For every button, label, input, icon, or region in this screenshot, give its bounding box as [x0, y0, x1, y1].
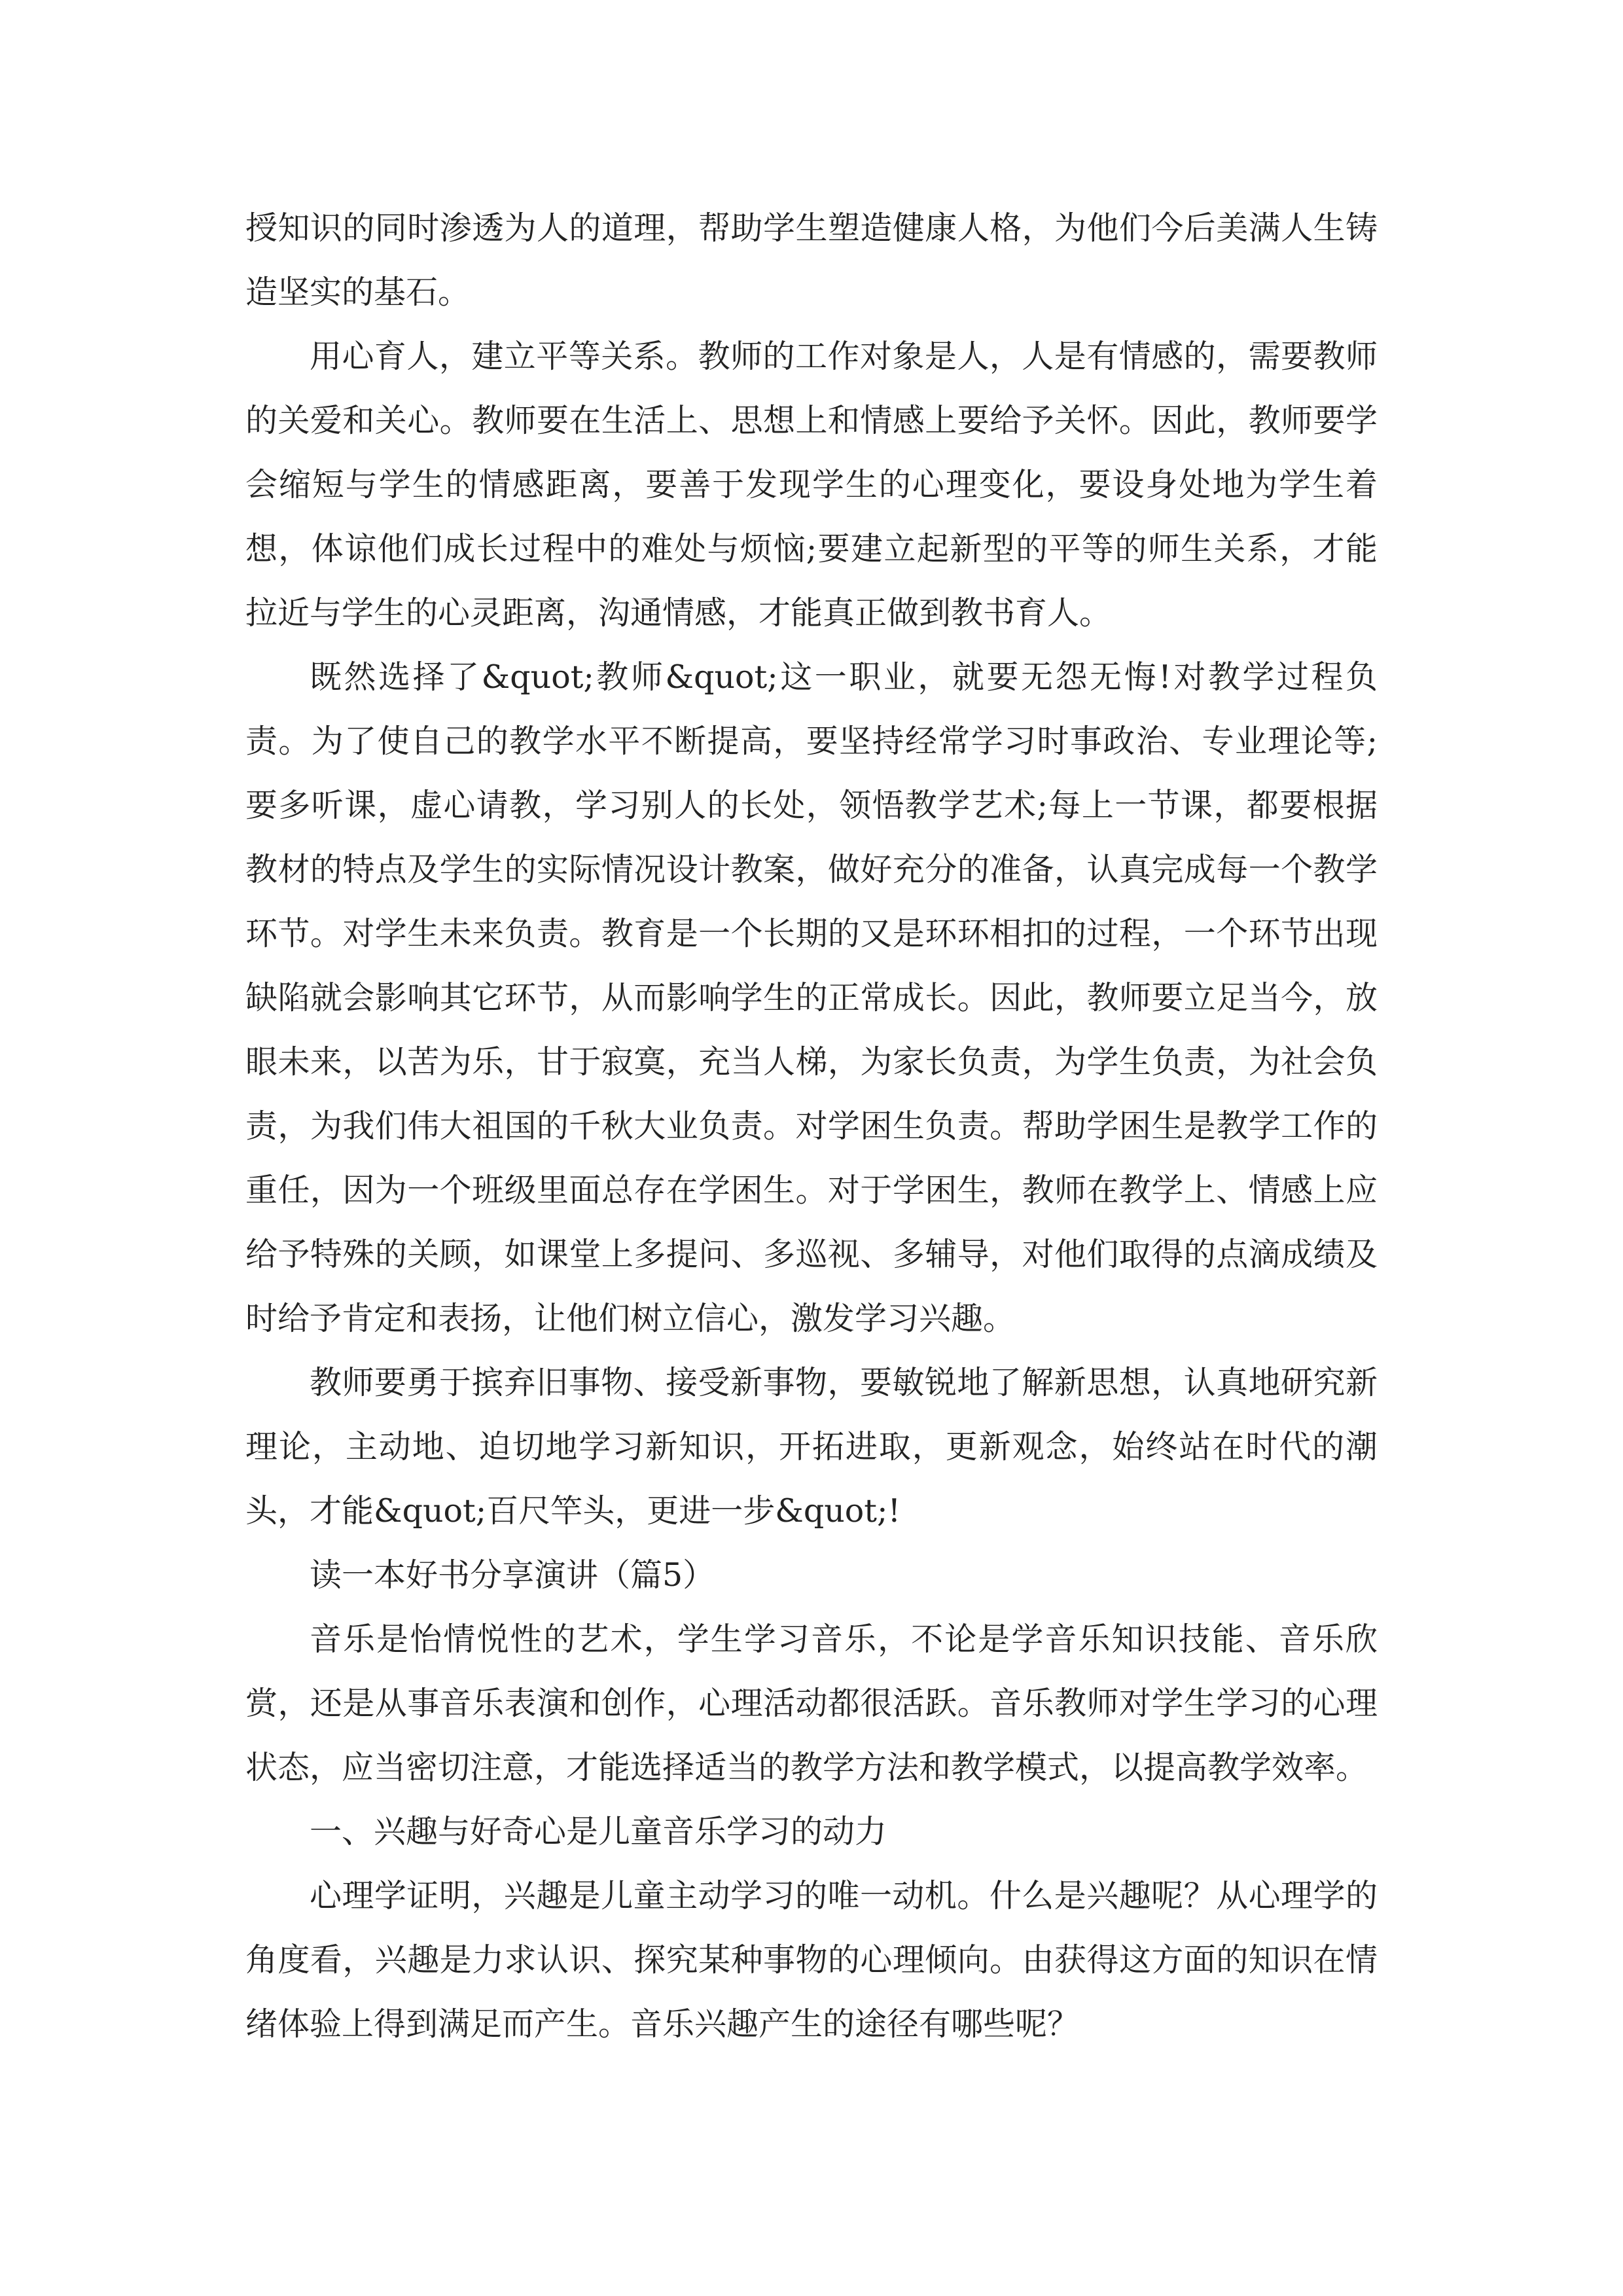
paragraph-psychology: 心理学证明，兴趣是儿童主动学习的唯一动机。什么是兴趣呢？从心理学的角度看，兴趣是力求认识、探究某种事物的心理倾向。由获得这方面的知识在情绪体验上得到满足而产生。音乐兴趣产生的途径有哪些呢？	[245, 1877, 1378, 2043]
paragraph-equal-relationship: 用心育人，建立平等关系。教师的工作对象是人，人是有情感的，需要教师的关爱和关心。教师要在生活上、思想上和情感上要给予关怀。因此，教师要学会缩短与学生的情感距离，要善于发现学生的心理变化，要设身处地为学生着想，体谅他们成长过程中的难处与烦恼;要建立起新型的平等的师生关系，才能拉近与学生的心灵距离，沟通情感，才能真正做到教书育人。	[245, 338, 1378, 632]
paragraph-continued: 授知识的同时渗透为人的道理，帮助学生塑造健康人格，为他们今后美满人生铸造坚实的基石。	[245, 209, 1378, 311]
paragraph-innovation: 教师要勇于摈弃旧事物、接受新事物，要敏锐地了解新思想，认真地研究新理论，主动地、迫切地学习新知识，开拓进取，更新观念，始终站在时代的潮头，才能&quot;百尺竿头，更进一步&quot;!	[245, 1364, 1378, 1530]
section-title: 读一本好书分享演讲（篇5）	[310, 1556, 715, 1594]
paragraph-responsibility: 既然选择了&quot;教师&quot;这一职业，就要无怨无悔!对教学过程负责。为了使自己的教学水平不断提高，要坚持经常学习时事政治、专业理论等;要多听课，虚心请教，学习别人的长处，领悟教学艺术;每上一节课，都要根据教材的特点及学生的实际情况设计教案，做好充分的准备，认真完成每一个教学环节。对学生未来负责。教育是一个长期的又是环环相扣的过程，一个环节出现缺陷就会影响其它环节，从而影响学生的正常成长。因此，教师要立足当今，放眼未来，以苦为乐，甘于寂寞，充当人梯，为家长负责，为学生负责，为社会负责，为我们伟大祖国的千秋大业负责。对学困生负责。帮助学困生是教学工作的重任，因为一个班级里面总存在学困生。对于学困生，教师在教学上、情感上应给予特殊的关顾，如课堂上多提问、多巡视、多辅导，对他们取得的点滴成绩及时给予肯定和表扬，让他们树立信心，激发学习兴趣。	[245, 658, 1378, 1337]
subheading-interest: 一、兴趣与好奇心是儿童音乐学习的动力	[310, 1813, 887, 1850]
paragraph-music-intro: 音乐是怡情悦性的艺术，学生学习音乐，不论是学音乐知识技能、音乐欣赏，还是从事音乐表演和创作，心理活动都很活跃。音乐教师对学生学习的心理状态，应当密切注意，才能选择适当的教学方法和教学模式，以提高教学效率。	[245, 1621, 1378, 1786]
document-body	[245, 196, 1378, 2056]
